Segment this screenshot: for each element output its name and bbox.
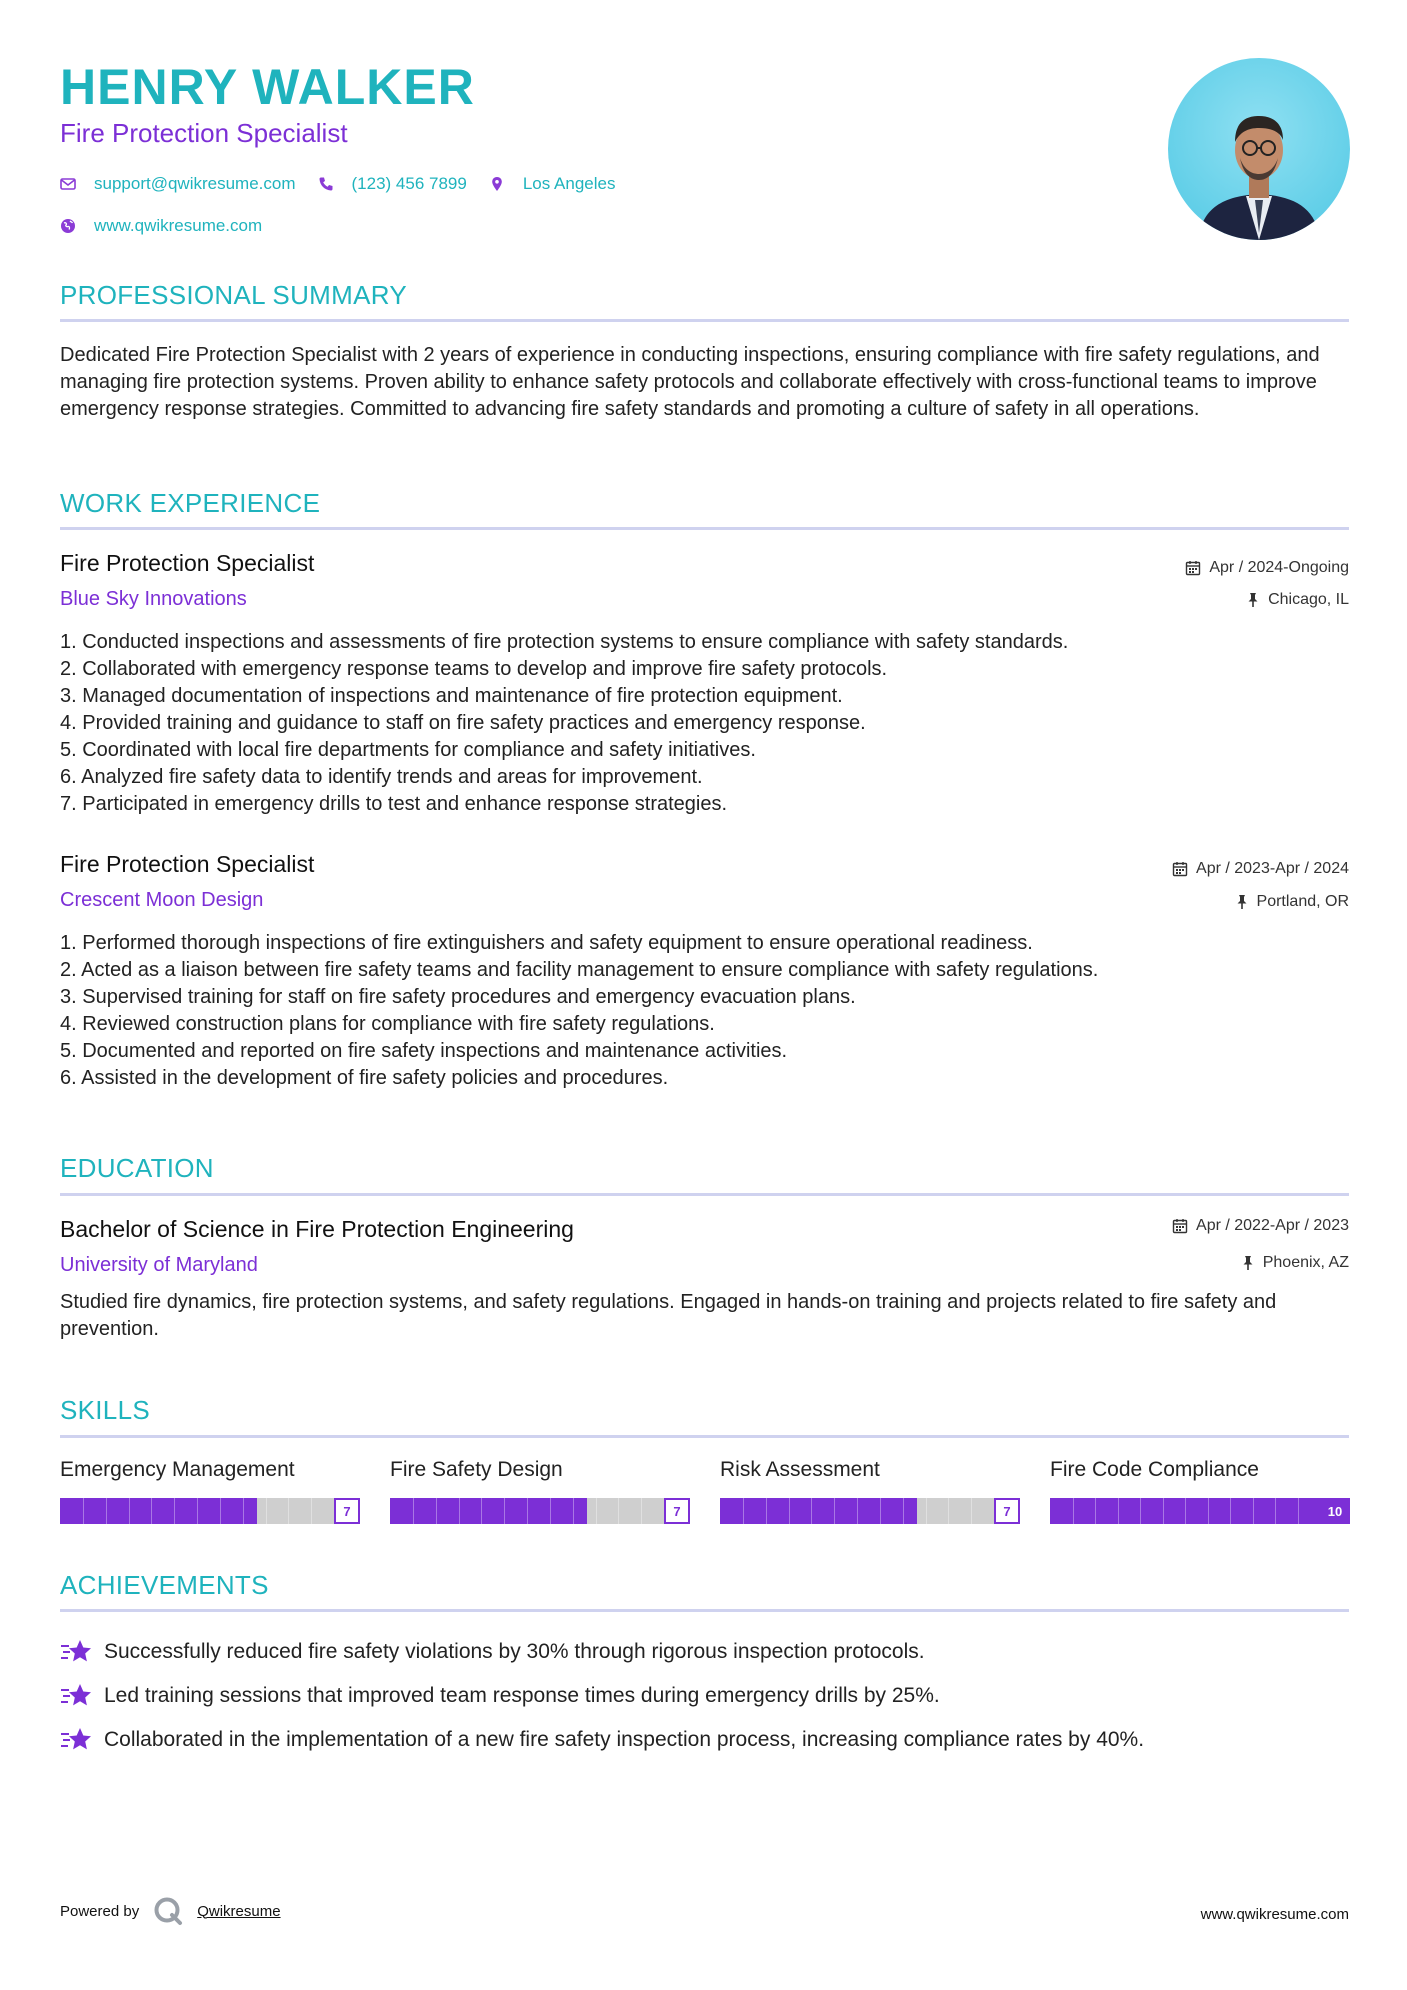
skill-segment-divider xyxy=(1095,1498,1096,1524)
skill-empty xyxy=(257,1498,334,1524)
job-location xyxy=(1246,591,1349,609)
skill-segment-divider xyxy=(1298,1498,1299,1524)
skill-bar xyxy=(390,1498,690,1524)
skill-segment-divider xyxy=(481,1498,482,1524)
education-dates-text: Apr / 2022-Apr / 2023 xyxy=(1196,1217,1349,1234)
job-bullets xyxy=(60,629,1068,818)
education-description: Studied fire dynamics, fire protection systems, and safety regulations. Engaged in hands-on training and projects related to fire safety and prevention. xyxy=(60,1291,1277,1340)
skill-item xyxy=(60,1458,360,1524)
achievement-text: Successfully reduced fire safety violations by 30% through rigorous inspection protocols. xyxy=(104,1640,925,1663)
company-name: Crescent Moon Design xyxy=(60,889,264,911)
contact-email[interactable] xyxy=(60,174,296,194)
skill-segment-divider xyxy=(857,1498,858,1524)
brand-link[interactable]: Qwikresume xyxy=(197,1902,281,1920)
profile-photo xyxy=(1168,58,1350,240)
job-location-text: Chicago, IL xyxy=(1268,591,1349,608)
skill-segment-divider xyxy=(243,1498,244,1524)
contact-info xyxy=(60,172,637,256)
skill-name: Fire Safety Design xyxy=(390,1458,563,1481)
skill-segment-divider xyxy=(311,1498,312,1524)
achievement-text: Collaborated in the implementation of a new fire safety inspection process, increasing compliance rates by 40%. xyxy=(104,1728,1145,1751)
skill-segment-divider xyxy=(459,1498,460,1524)
pushpin-icon xyxy=(1241,1255,1255,1271)
skill-track xyxy=(390,1498,664,1524)
skill-segment-divider xyxy=(504,1498,505,1524)
pushpin-icon xyxy=(1235,894,1249,910)
education-location-text: Phoenix, AZ xyxy=(1262,1254,1349,1271)
list-item: 3. Managed documentation of inspections and maintenance of fire protection equipment. xyxy=(60,685,843,707)
skill-segment-divider xyxy=(550,1498,551,1524)
skill-empty xyxy=(587,1498,664,1524)
calendar-icon xyxy=(1172,861,1188,877)
section-divider xyxy=(60,527,1349,530)
list-item: 7. Participated in emergency drills to test and enhance response strategies. xyxy=(60,793,728,815)
skill-fill xyxy=(720,1498,917,1524)
skill-segment-divider xyxy=(1275,1498,1276,1524)
pushpin-icon xyxy=(1246,592,1260,608)
skill-segment-divider xyxy=(288,1498,289,1524)
summary-heading: PROFESSIONAL SUMMARY xyxy=(60,280,407,310)
phone-icon xyxy=(318,176,334,192)
skill-segment-divider xyxy=(618,1498,619,1524)
star-icon xyxy=(60,1682,92,1710)
skill-segment-divider xyxy=(1253,1498,1254,1524)
contact-row-2 xyxy=(60,214,637,238)
skill-segment-divider xyxy=(413,1498,414,1524)
list-item: 1. Conducted inspections and assessments of fire protection systems to ensure compliance with safety standards. xyxy=(60,631,1069,653)
job-dates-text: Apr / 2023-Apr / 2024 xyxy=(1196,860,1349,877)
skill-name: Emergency Management xyxy=(60,1458,295,1481)
skill-bar xyxy=(720,1498,1020,1524)
footer-url[interactable]: www.qwikresume.com xyxy=(1200,1906,1349,1923)
skill-segment-divider xyxy=(834,1498,835,1524)
skill-segment-divider xyxy=(197,1498,198,1524)
skills-list xyxy=(60,1458,1350,1524)
skill-fill xyxy=(60,1498,257,1524)
skill-segment-divider xyxy=(573,1498,574,1524)
list-item: 4. Reviewed construction plans for compliance with fire safety regulations. xyxy=(60,1013,715,1035)
job-dates xyxy=(1185,559,1349,577)
skill-item xyxy=(390,1458,690,1524)
skill-fill xyxy=(390,1498,587,1524)
list-item xyxy=(60,1630,1144,1674)
list-item: 4. Provided training and guidance to staff on fire safety practices and emergency response. xyxy=(60,712,866,734)
degree-title: Bachelor of Science in Fire Protection Engineering xyxy=(60,1216,574,1242)
skill-item xyxy=(1050,1458,1350,1524)
list-item: 2. Collaborated with emergency response teams to develop and improve fire safety protocols. xyxy=(60,658,888,680)
list-item: 6. Assisted in the development of fire safety policies and procedures. xyxy=(60,1067,669,1089)
contact-phone[interactable] xyxy=(318,174,467,194)
list-item: 1. Performed thorough inspections of fire extinguishers and safety equipment to ensure operational readiness. xyxy=(60,932,1033,954)
section-divider xyxy=(60,1435,1349,1438)
skill-segment-divider xyxy=(641,1498,642,1524)
company-name: Blue Sky Innovations xyxy=(60,588,247,610)
envelope-icon xyxy=(60,176,76,192)
skill-segment-divider xyxy=(106,1498,107,1524)
skill-segment-divider xyxy=(1163,1498,1164,1524)
job-dates-text: Apr / 2024-Ongoing xyxy=(1209,559,1349,576)
candidate-name: HENRY WALKER xyxy=(60,59,475,115)
skill-name: Risk Assessment xyxy=(720,1458,880,1481)
skill-segment-divider xyxy=(971,1498,972,1524)
section-divider xyxy=(60,1193,1349,1196)
skill-segment-divider xyxy=(743,1498,744,1524)
list-item: 6. Analyzed fire safety data to identify trends and areas for improvement. xyxy=(60,766,703,788)
contact-website[interactable] xyxy=(60,216,262,236)
skill-segment-divider xyxy=(1230,1498,1231,1524)
star-icon xyxy=(60,1638,92,1666)
summary-text: Dedicated Fire Protection Specialist with 2 years of experience in conducting inspections, ensuring compliance with fire safety regulations, and managing fire protection systems. Proven ability to enhance safety protocols and collaborate effectively with cross-functional teams to improve emergency response strategies. Committed to advancing fire safety standards and promoting a culture of safety in all operations. xyxy=(60,344,1320,420)
job-location xyxy=(1235,893,1349,911)
skill-segment-divider xyxy=(948,1498,949,1524)
list-item: 3. Supervised training for staff on fire safety procedures and emergency evacuation plans. xyxy=(60,986,856,1008)
list-item: 5. Coordinated with local fire departments for compliance and safety initiatives. xyxy=(60,739,756,761)
job-bullets xyxy=(60,930,1098,1092)
phone-text: (123) 456 7899 xyxy=(351,174,467,193)
skill-segment-divider xyxy=(1208,1498,1209,1524)
skill-segment-divider xyxy=(1185,1498,1186,1524)
skill-segment-divider xyxy=(811,1498,812,1524)
skill-segment-divider xyxy=(1073,1498,1074,1524)
skill-segment-divider xyxy=(220,1498,221,1524)
skill-score: 7 xyxy=(664,1498,690,1524)
skill-item xyxy=(720,1458,1020,1524)
skill-segment-divider xyxy=(151,1498,152,1524)
list-item: 2. Acted as a liaison between fire safety teams and facility management to ensure compliance with safety regulations. xyxy=(60,959,1099,981)
location-text: Los Angeles xyxy=(522,174,616,193)
globe-icon xyxy=(60,218,76,234)
section-divider xyxy=(60,1609,1349,1612)
skill-segment-divider xyxy=(129,1498,130,1524)
achievements-list xyxy=(60,1630,1144,1762)
skill-segment-divider xyxy=(527,1498,528,1524)
skill-track xyxy=(1050,1498,1320,1524)
skill-segment-divider xyxy=(436,1498,437,1524)
email-text: support@qwikresume.com xyxy=(94,174,296,193)
skill-segment-divider xyxy=(1118,1498,1119,1524)
list-item xyxy=(60,1674,1144,1718)
job-title: Fire Protection Specialist xyxy=(60,550,315,576)
skill-segment-divider xyxy=(174,1498,175,1524)
skill-name: Fire Code Compliance xyxy=(1050,1458,1259,1481)
experience-heading: WORK EXPERIENCE xyxy=(60,488,321,518)
skill-bar xyxy=(1050,1498,1350,1524)
skill-track xyxy=(60,1498,334,1524)
section-divider xyxy=(60,319,1349,322)
skills-heading: SKILLS xyxy=(60,1395,150,1425)
job-title: Fire Protection Specialist xyxy=(60,851,315,877)
education-dates xyxy=(1172,1217,1349,1235)
skill-segment-divider xyxy=(880,1498,881,1524)
job-dates xyxy=(1172,860,1349,878)
map-pin-icon xyxy=(489,176,505,192)
list-item xyxy=(60,1718,1144,1762)
job-location-text: Portland, OR xyxy=(1256,893,1349,910)
footer-powered-by xyxy=(60,1896,281,1926)
skill-segment-divider xyxy=(766,1498,767,1524)
skill-bar xyxy=(60,1498,360,1524)
education-location xyxy=(1241,1254,1349,1272)
skill-segment-divider xyxy=(903,1498,904,1524)
person-illustration xyxy=(1168,58,1350,240)
skill-score: 7 xyxy=(994,1498,1020,1524)
skill-segment-divider xyxy=(596,1498,597,1524)
skill-segment-divider xyxy=(789,1498,790,1524)
powered-by-text: Powered by xyxy=(60,1902,140,1920)
skill-track xyxy=(720,1498,994,1524)
calendar-icon xyxy=(1185,560,1201,576)
candidate-role: Fire Protection Specialist xyxy=(60,118,348,148)
contact-row-1 xyxy=(60,172,637,196)
skill-segment-divider xyxy=(1140,1498,1141,1524)
website-text: www.qwikresume.com xyxy=(94,216,263,235)
skill-score: 10 xyxy=(1320,1498,1350,1524)
skill-segment-divider xyxy=(926,1498,927,1524)
education-heading: EDUCATION xyxy=(60,1153,214,1183)
achievements-heading: ACHIEVEMENTS xyxy=(60,1570,269,1600)
list-item: 5. Documented and reported on fire safety inspections and maintenance activities. xyxy=(60,1040,788,1062)
skill-segment-divider xyxy=(266,1498,267,1524)
contact-location xyxy=(489,174,616,194)
qwikresume-logo-icon xyxy=(153,1896,183,1926)
school-name: University of Maryland xyxy=(60,1254,258,1276)
achievement-text: Led training sessions that improved team response times during emergency drills by 25%. xyxy=(104,1684,940,1707)
calendar-icon xyxy=(1172,1218,1188,1234)
skill-empty xyxy=(917,1498,994,1524)
skill-score: 7 xyxy=(334,1498,360,1524)
skill-segment-divider xyxy=(83,1498,84,1524)
star-icon xyxy=(60,1726,92,1754)
